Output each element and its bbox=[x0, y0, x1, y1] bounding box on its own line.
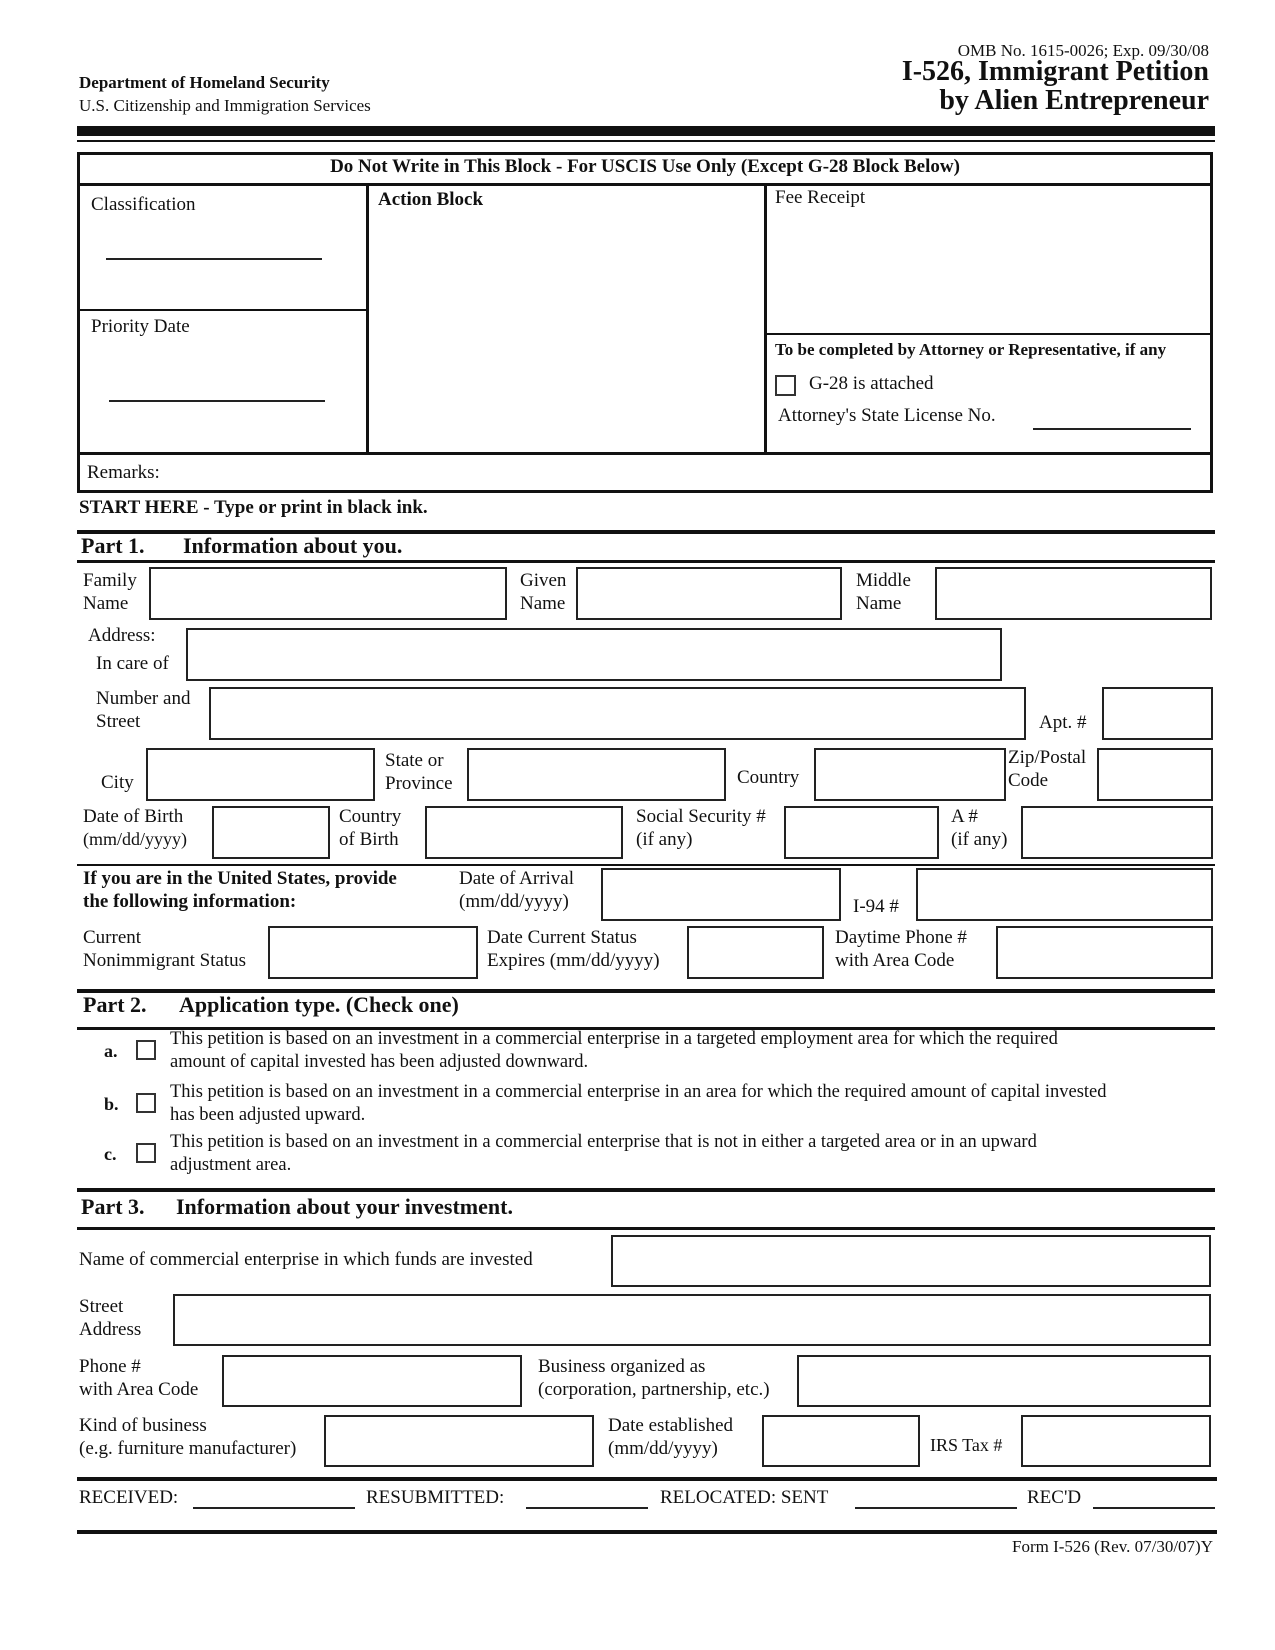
i94-label: I-94 # bbox=[853, 896, 899, 917]
middle-name-label: Middle Name bbox=[856, 570, 911, 614]
part3-top-rule bbox=[77, 1188, 1215, 1192]
daytime-phone-label: Daytime Phone # with Area Code bbox=[835, 927, 967, 971]
address-label: Address: bbox=[88, 625, 156, 646]
irs-tax-label: IRS Tax # bbox=[930, 1435, 1003, 1455]
classification-line[interactable] bbox=[106, 258, 322, 260]
option-a-letter: a. bbox=[104, 1041, 118, 1061]
g28-label: G-28 is attached bbox=[809, 373, 934, 394]
enterprise-name-input[interactable] bbox=[611, 1235, 1211, 1287]
arrival-label: Date of Arrival (mm/dd/yyyy) bbox=[459, 868, 575, 912]
country-input[interactable] bbox=[814, 748, 1006, 801]
us-info-note: If you are in the United States, provide the following information: bbox=[83, 868, 397, 912]
kind-of-business-label: Kind of business (e.g. furniture manufacturer) bbox=[79, 1415, 297, 1459]
organized-as-label: Business organized as (corporation, partnership, etc.) bbox=[538, 1356, 770, 1400]
organized-as-input[interactable] bbox=[797, 1355, 1211, 1407]
uscis-block-heading: Do Not Write in This Block - For USCIS Use Only (Except G-28 Block Below) bbox=[330, 156, 960, 177]
part2-title: Application type. (Check one) bbox=[179, 992, 459, 1017]
received-label: RECEIVED: bbox=[79, 1487, 179, 1508]
omb-number: OMB No. 1615-0026; Exp. 09/30/08 bbox=[957, 41, 1209, 60]
part3-title: Information about your investment. bbox=[176, 1194, 513, 1219]
in-care-of-input[interactable] bbox=[186, 628, 1002, 681]
date-established-label: Date established (mm/dd/yyyy) bbox=[608, 1415, 734, 1459]
relocated-sent-line[interactable] bbox=[855, 1507, 1017, 1509]
country-of-birth-label: Country of Birth bbox=[339, 806, 402, 850]
recd-label: REC'D bbox=[1027, 1487, 1082, 1508]
arrival-date-input[interactable] bbox=[601, 868, 841, 921]
classification-divider bbox=[77, 309, 367, 311]
license-label: Attorney's State License No. bbox=[778, 405, 996, 426]
uscis-col-divider-1 bbox=[366, 183, 369, 455]
a-number-label: A # (if any) bbox=[951, 806, 1008, 850]
dob-label: Date of Birth (mm/dd/yyyy) bbox=[83, 806, 187, 849]
fee-receipt-divider bbox=[766, 333, 1213, 335]
form-title-line1: I-526, Immigrant Petition bbox=[901, 56, 1209, 87]
option-c-checkbox[interactable] bbox=[136, 1143, 156, 1163]
footer-top-rule bbox=[77, 1477, 1217, 1481]
state-label: State or Province bbox=[385, 750, 453, 794]
action-block-label: Action Block bbox=[378, 189, 484, 210]
received-line[interactable] bbox=[193, 1507, 355, 1509]
zip-label: Zip/Postal Code bbox=[1008, 747, 1087, 791]
middle-name-input[interactable] bbox=[935, 567, 1212, 620]
status-expires-label: Date Current Status Expires (mm/dd/yyyy) bbox=[487, 927, 660, 971]
part2-number: Part 2. bbox=[83, 992, 147, 1017]
street-input[interactable] bbox=[209, 687, 1026, 740]
state-input[interactable] bbox=[467, 748, 726, 801]
license-number-line[interactable] bbox=[1033, 428, 1191, 430]
resubmitted-line[interactable] bbox=[526, 1507, 648, 1509]
given-name-input[interactable] bbox=[576, 567, 842, 620]
agency-name: Department of Homeland Security bbox=[79, 73, 330, 92]
dob-input[interactable] bbox=[212, 806, 330, 859]
form-title-line2: by Alien Entrepreneur bbox=[939, 85, 1209, 116]
ssn-label: Social Security # (if any) bbox=[636, 806, 766, 850]
enterprise-name-label: Name of commercial enterprise in which funds are invested bbox=[79, 1249, 533, 1270]
business-phone-label: Phone # with Area Code bbox=[79, 1356, 199, 1400]
in-care-of-label: In care of bbox=[96, 653, 169, 674]
zip-input[interactable] bbox=[1097, 748, 1213, 801]
uscis-remarks-divider bbox=[77, 452, 1213, 455]
subagency-name: U.S. Citizenship and Immigration Services bbox=[79, 96, 371, 115]
uscis-col-divider-2 bbox=[764, 183, 767, 455]
apt-input[interactable] bbox=[1102, 687, 1213, 740]
family-name-label: Family Name bbox=[83, 570, 137, 614]
option-c-text: This petition is based on an investment in a commercial enterprise that is not in either a targeted area or in an upward adjustment area. bbox=[170, 1132, 1037, 1175]
g28-checkbox[interactable] bbox=[775, 375, 796, 396]
given-name-label: Given Name bbox=[520, 570, 567, 614]
option-b-checkbox[interactable] bbox=[136, 1093, 156, 1113]
ssn-input[interactable] bbox=[784, 806, 939, 859]
family-name-input[interactable] bbox=[149, 567, 507, 620]
form-revision: Form I-526 (Rev. 07/30/07)Y bbox=[1012, 1537, 1213, 1556]
date-established-input[interactable] bbox=[762, 1415, 920, 1467]
uscis-use-only-block bbox=[77, 152, 1213, 493]
resubmitted-label: RESUBMITTED: bbox=[366, 1487, 505, 1508]
city-label: City bbox=[101, 772, 134, 793]
status-expires-input[interactable] bbox=[687, 926, 824, 979]
street-address-label: Street Address bbox=[79, 1296, 142, 1340]
priority-date-label: Priority Date bbox=[91, 316, 190, 337]
daytime-phone-input[interactable] bbox=[996, 926, 1213, 979]
classification-label: Classification bbox=[91, 194, 196, 215]
remarks-label: Remarks: bbox=[87, 462, 160, 483]
footer-bottom-rule bbox=[77, 1530, 1217, 1534]
city-input[interactable] bbox=[146, 748, 375, 801]
i94-input[interactable] bbox=[916, 868, 1213, 921]
option-a-text: This petition is based on an investment in a commercial enterprise in a targeted employment area for which the required amount of capital invested has been adjusted downward. bbox=[170, 1029, 1058, 1072]
priority-date-line[interactable] bbox=[109, 400, 325, 402]
irs-tax-input[interactable] bbox=[1021, 1415, 1211, 1467]
fee-receipt-label: Fee Receipt bbox=[775, 187, 866, 208]
option-b-letter: b. bbox=[104, 1094, 119, 1114]
part1-title: Information about you. bbox=[183, 533, 403, 558]
street-address-input[interactable] bbox=[173, 1294, 1211, 1346]
business-phone-input[interactable] bbox=[222, 1355, 522, 1407]
relocated-sent-label: RELOCATED: SENT bbox=[660, 1487, 829, 1508]
street-label: Number and Street bbox=[96, 688, 191, 732]
kind-of-business-input[interactable] bbox=[324, 1415, 594, 1467]
part1-bottom-rule bbox=[77, 560, 1215, 563]
part1-number: Part 1. bbox=[81, 533, 145, 558]
part3-bottom-rule bbox=[77, 1227, 1215, 1230]
apt-label: Apt. # bbox=[1039, 712, 1087, 733]
attorney-heading: To be completed by Attorney or Representative, if any bbox=[775, 340, 1167, 359]
option-b-text: This petition is based on an investment in a commercial enterprise in an area for which the required amount of capital invested has been adjusted upward. bbox=[170, 1082, 1107, 1125]
header-thin-rule bbox=[77, 140, 1215, 142]
start-here-instruction: START HERE - Type or print in black ink. bbox=[79, 497, 428, 518]
header-thick-rule bbox=[77, 126, 1215, 136]
country-of-birth-input[interactable] bbox=[425, 806, 623, 859]
option-a-checkbox[interactable] bbox=[136, 1040, 156, 1060]
country-label: Country bbox=[737, 767, 800, 788]
nonimmigrant-status-label: Current Nonimmigrant Status bbox=[83, 927, 247, 971]
uscis-heading-divider bbox=[77, 183, 1213, 186]
nonimmigrant-status-input[interactable] bbox=[268, 926, 478, 979]
part3-number: Part 3. bbox=[81, 1194, 145, 1219]
a-number-input[interactable] bbox=[1021, 806, 1213, 859]
recd-line[interactable] bbox=[1093, 1507, 1215, 1509]
part1-us-divider bbox=[77, 864, 1215, 866]
option-c-letter: c. bbox=[104, 1144, 117, 1164]
